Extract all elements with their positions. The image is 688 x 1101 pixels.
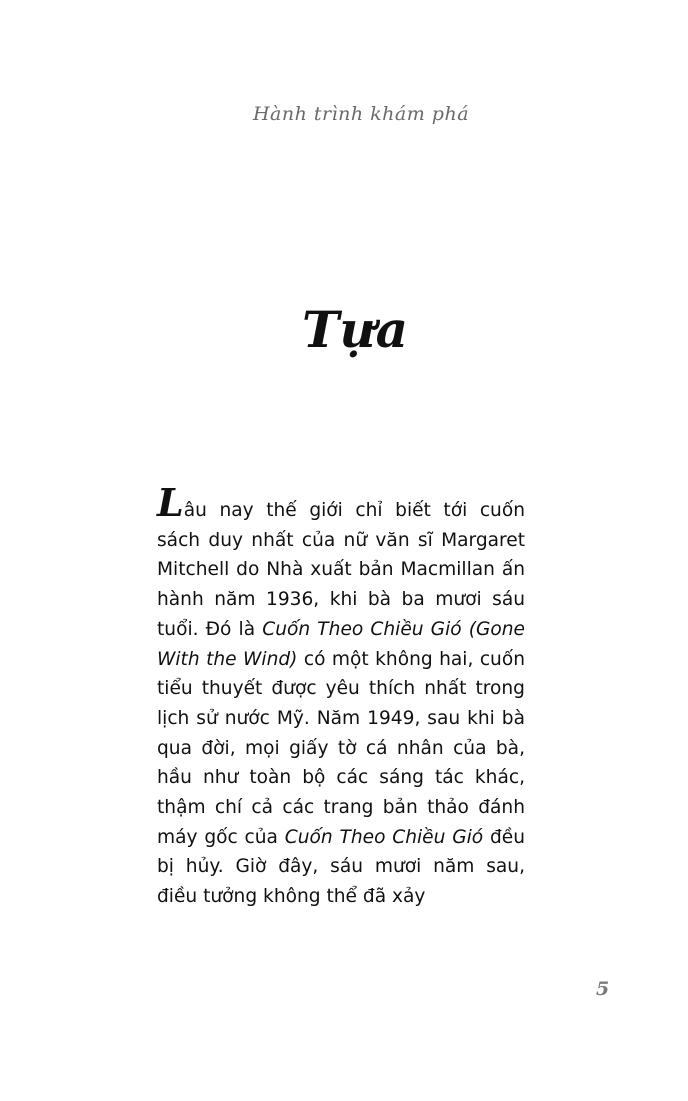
text-segment-2: có một không hai, cuốn tiểu thuyết được yêu thích nhất trong lịch sử nước Mỹ. Năm 1949, sau khi bà qua đời, mọi giấy tờ cá nhân của bà, hầu như toàn bộ các sáng tác khác, thậm chí cả các trang bản thảo đánh máy gốc của bbox=[157, 648, 525, 848]
italic-book-title-2: Cuốn Theo Chiều Gió bbox=[284, 826, 484, 848]
text-segment-1: âu nay thế giới chỉ biết tới cuốn sách duy nhất của nữ văn sĩ Margaret Mitchell do Nhà xuất bản Macmillan ấn hành năm 1936, khi bà ba mươi sáu tuổi. Đó là bbox=[157, 500, 525, 640]
page-number: 5 bbox=[596, 978, 610, 1000]
chapter-title: Tựa bbox=[302, 300, 408, 359]
italic-book-title-1: Cuốn Theo Chiều Gió (Gone With the Wind) bbox=[157, 618, 525, 670]
running-header: Hành trình khám phá bbox=[252, 103, 470, 125]
text-segment-3: đều bị hủy. Giờ đây, sáu mươi năm sau, điều tưởng không thể đã xảy bbox=[157, 826, 526, 908]
drop-cap: L bbox=[157, 480, 184, 525]
body-paragraph bbox=[157, 480, 526, 912]
